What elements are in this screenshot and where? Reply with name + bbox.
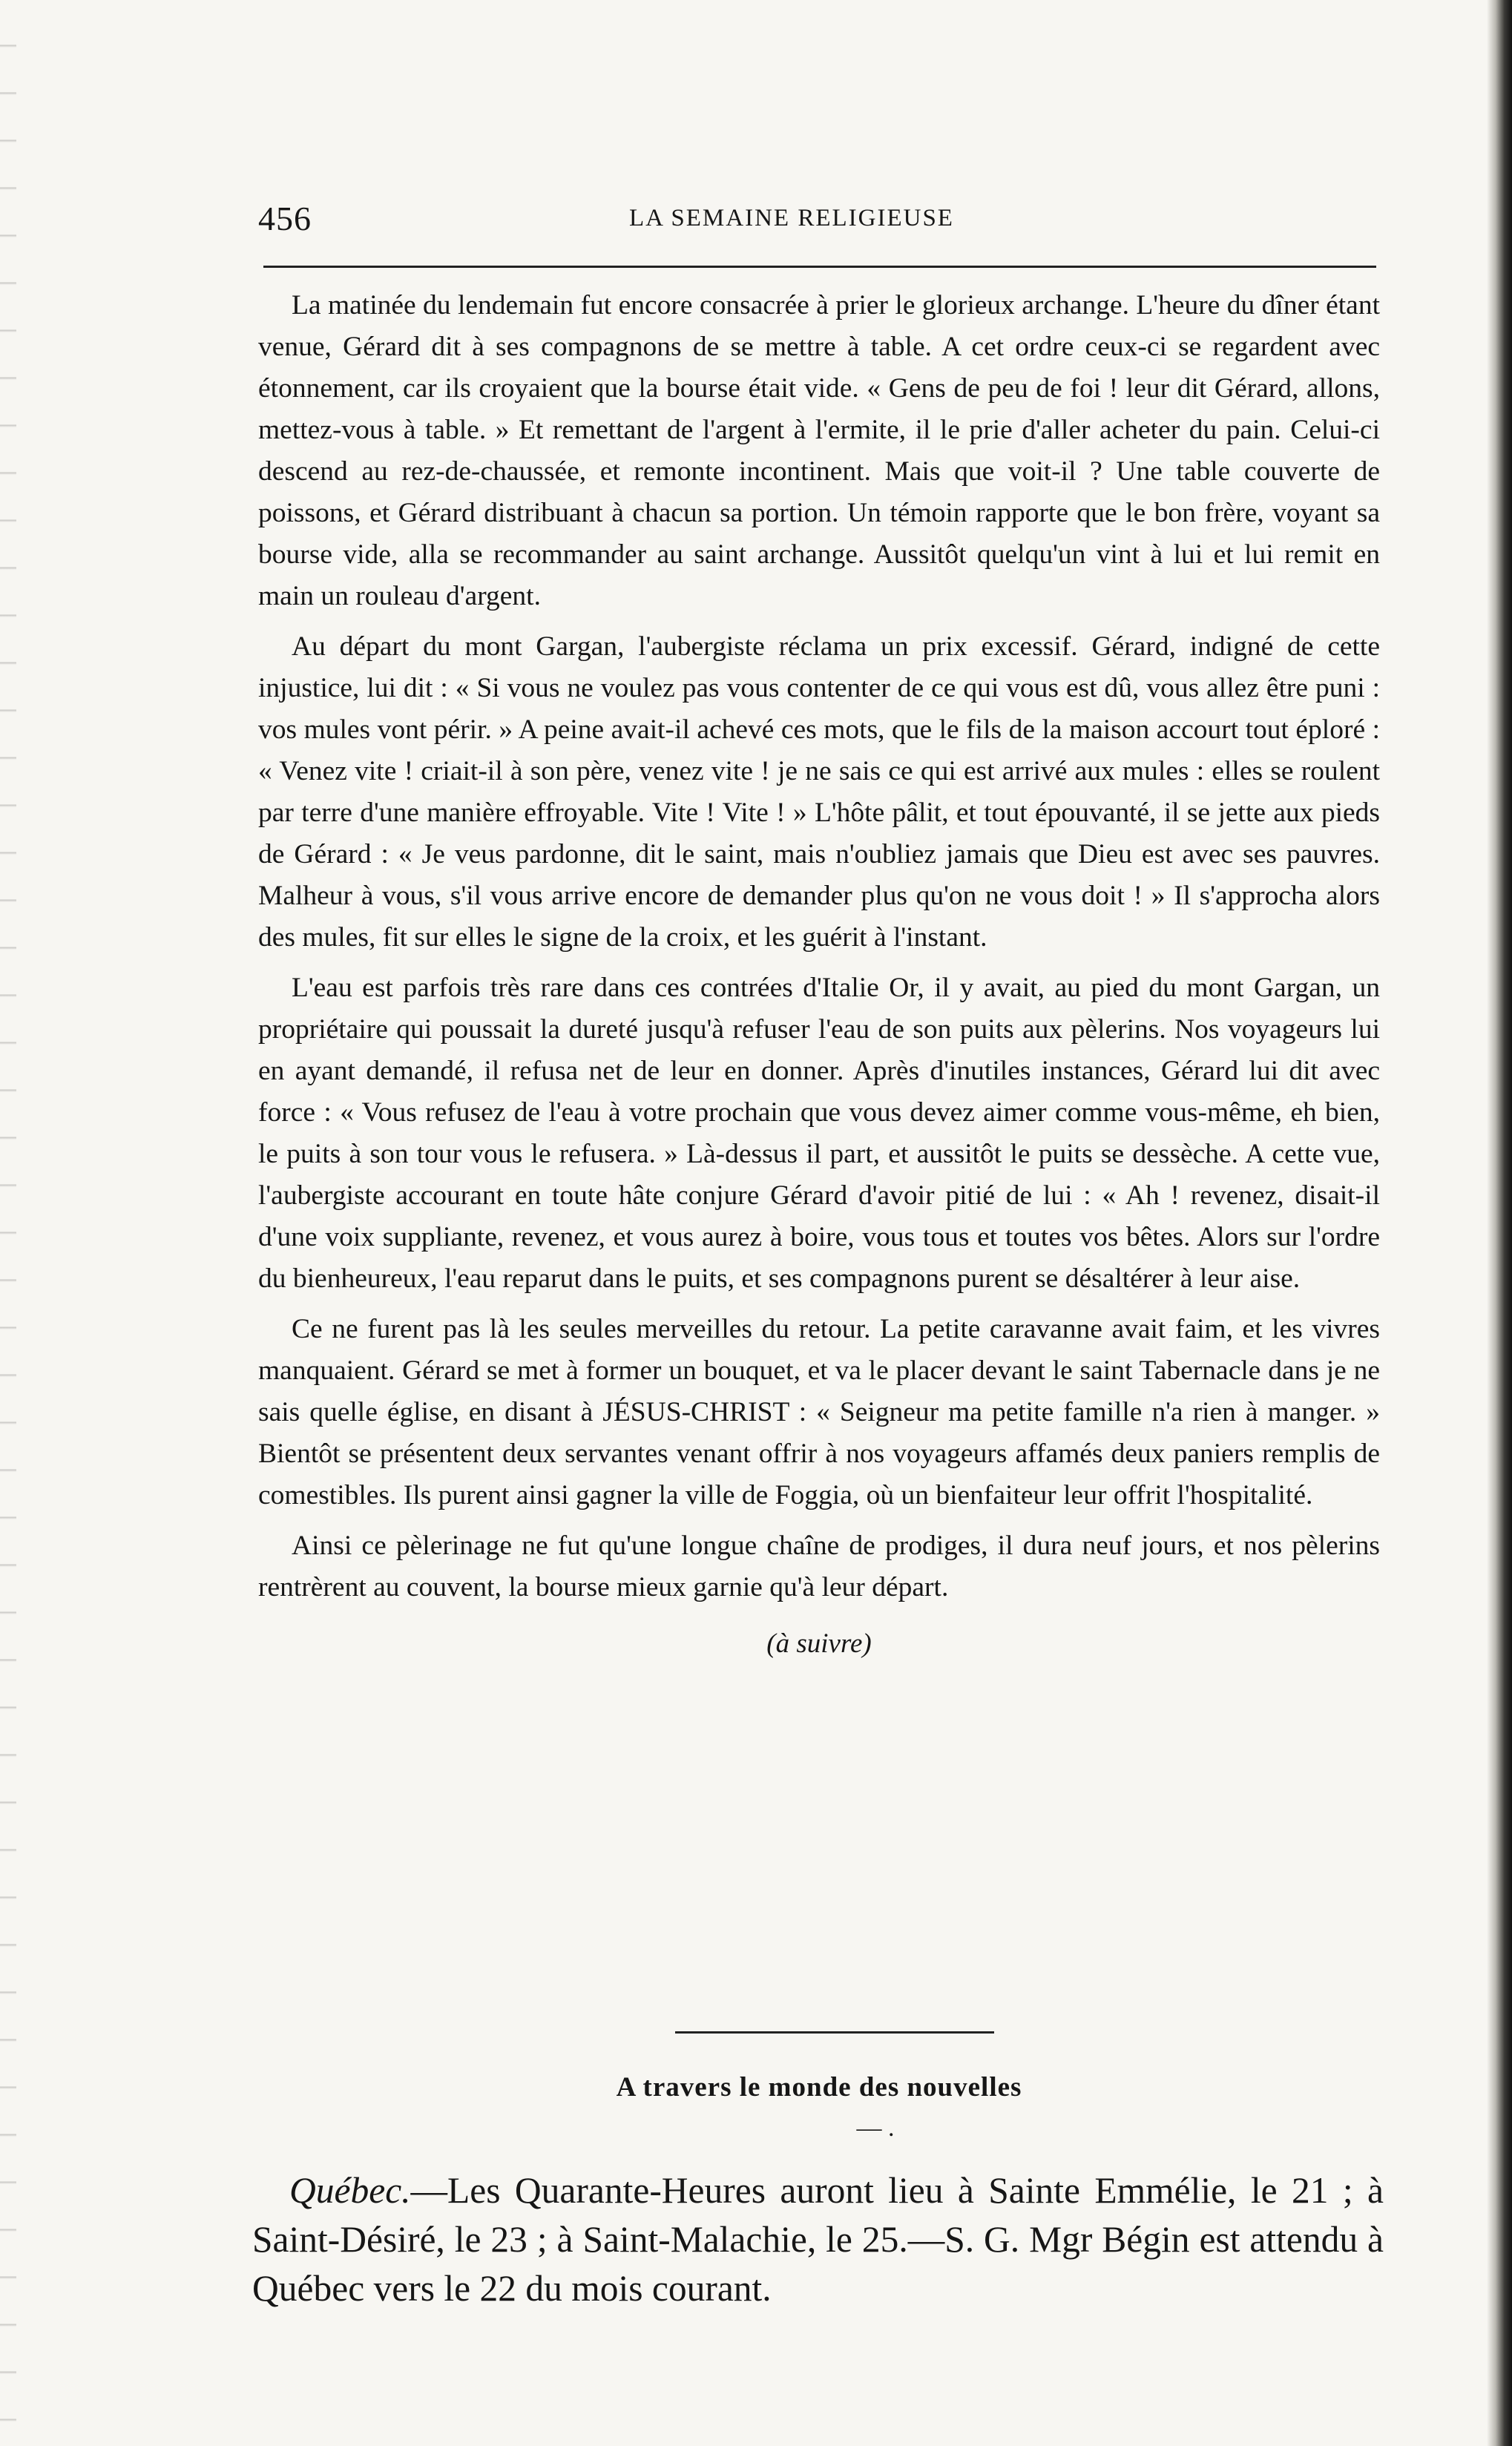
continuation-note: (à suivre) [766,1628,872,1659]
page-number: 456 [258,200,312,237]
scan-page-edge-shadow [1487,0,1512,2446]
news-text: —Les Quarante-Heures auront lieu à Sainte Emmélie, le 21 ; à Saint-Désiré, le 23 ; à Saint-Malachie, le 25.—S. G. Mgr Bégin est attendu à Québec vers le 22 du mois courant. [252,2170,1384,2309]
article-body [258,285,1380,1665]
journal-title: LA SEMAINE RELIGIEUSE [629,205,954,231]
news-paragraph [252,2166,1384,2313]
section-ornament: — . [856,2114,895,2142]
paragraph-4: Ce ne furent pas là les seules merveilles du retour. La petite caravanne avait faim, et les vivres manquaient. Gérard se met à former un bouquet, et va le placer devant le saint Tabernacle dans je ne sais quelle église, en disant à JÉSUS-CHRIST : « Seigneur ma petite famille n'a rien à manger. » Bientôt se présentent deux servantes venant offrir à nos voyageurs affamés deux paniers remplis de comestibles. Ils purent ainsi gagner la ville de Foggia, où un bienfaiteur leur offrit l'hospitalité. [258,1314,1380,1510]
paragraph-5: Ainsi ce pèlerinage ne fut qu'une longue chaîne de prodiges, il dura neuf jours, et nos pèlerins rentrèrent au couvent, la bourse mieux garnie qu'à leur départ. [258,1531,1380,1602]
paragraph-2: Au départ du mont Gargan, l'aubergiste réclama un prix excessif. Gérard, indigné de cette injustice, lui dit : « Si vous ne voulez pas vous contenter de ce qui vous est dû, vous allez être puni : vos mules vont périr. » A peine avait-il achevé ces mots, que le fils de la maison accourt tout éploré : « Venez vite ! criait-il à son père, venez vite ! je ne sais ce qui est arrivé aux mules : elles se roulent par terre d'une manière effroyable. Vite ! Vite ! » L'hôte pâlit, et tout épouvanté, il se jette aux pieds de Gérard : « Je veus pardonne, dit le saint, mais n'oubliez jamais que Dieu est avec ses pauvres. Malheur à vous, s'il vous arrive encore de demander plus qu'on ne vous doit ! » Il s'approcha alors des mules, fit sur elles le signe de la croix, et les guérit à l'instant. [258,631,1380,953]
scan-left-margin-noise [0,0,16,2446]
news-place: Québec. [289,2170,411,2211]
section-divider [675,2031,994,2034]
header-rule [263,266,1376,268]
section-title: A travers le monde des nouvelles [616,2072,1022,2103]
page-header [258,199,1378,243]
news-item [252,2166,1384,2313]
paragraph-3: L'eau est parfois très rare dans ces contrées d'Italie Or, il y avait, au pied du mont Gargan, un propriétaire qui poussait la dureté jusqu'à refuser l'eau de son puits aux pèlerins. Nos voyageurs lui en ayant demandé, il refusa net de leur en donner. Après d'inutiles instances, Gérard lui dit avec force : « Vous refusez de l'eau à votre prochain que vous devez aimer comme vous-même, eh bien, le puits à son tour vous le refusera. » Là-dessus il part, et aussitôt le puits se dessèche. A cette vue, l'aubergiste accourant en toute hâte conjure Gérard d'avoir pitié de lui : « Ah ! revenez, disait-il d'une voix suppliante, revenez, et vous aurez à boire, vous tous et toutes vos bêtes. Alors sur l'ordre du bienheureux, l'eau reparut dans le puits, et ses compagnons purent se désaltérer à leur aise. [258,973,1380,1294]
paragraph-1: La matinée du lendemain fut encore consacrée à prier le glorieux archange. L'heure du dîner étant venue, Gérard dit à ses compagnons de se mettre à table. A cet ordre ceux-ci se regardent avec étonnement, car ils croyaient que la bourse était vide. « Gens de peu de foi ! leur dit Gérard, allons, mettez-vous à table. » Et remettant de l'argent à l'ermite, il le prie d'aller acheter du pain. Celui-ci descend au rez-de-chaussée, et remonte incontinent. Mais que voit-il ? Une table couverte de poissons, et Gérard distribuant à chacun sa portion. Un témoin rapporte que le bon frère, voyant sa bourse vide, alla se recommander au saint archange. Aussitôt quelqu'un vint à lui et lui remit en main un rouleau d'argent. [258,290,1380,611]
